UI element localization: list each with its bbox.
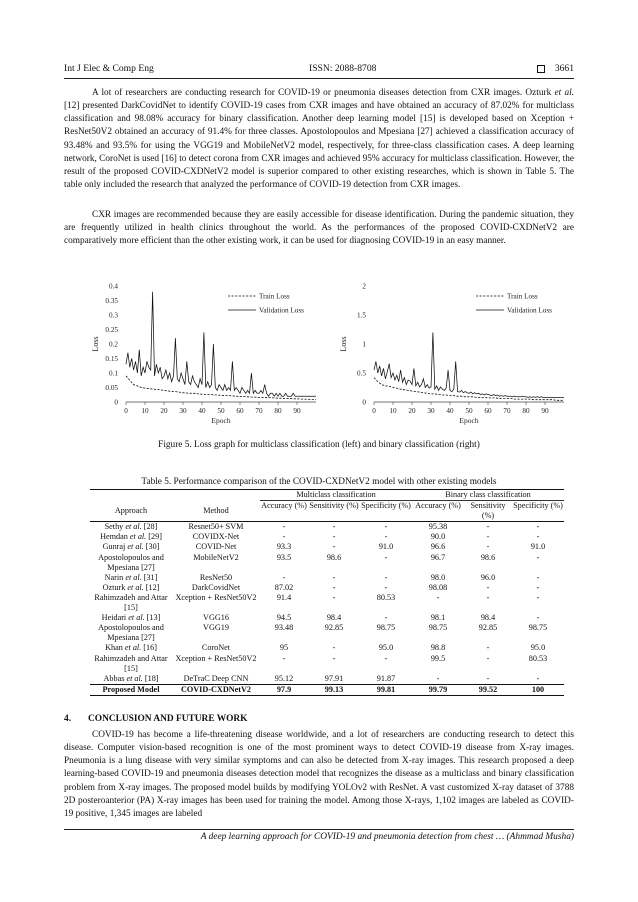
column-header: Approach <box>114 505 148 515</box>
issn: ISSN: 2088-8708 <box>309 63 377 74</box>
x-tick-label: 10 <box>389 407 397 415</box>
table-row <box>90 623 564 643</box>
table-cell: Heidari et al. [13] <box>101 613 161 623</box>
table-cell: Apostolopoulos and Mpesiana [27] <box>98 552 164 572</box>
table-cell: 95.0 <box>530 643 546 653</box>
table-cell: 98.1 <box>430 613 446 623</box>
y-axis-label: Loss <box>91 336 100 352</box>
column-header: Method <box>203 505 229 515</box>
column-header: Accuracy (%) <box>261 501 307 511</box>
y-tick-label: 0.15 <box>105 355 118 363</box>
chart-binary-loss <box>334 280 574 430</box>
column-header: Specificity (%) <box>513 501 563 511</box>
x-axis-label: Epoch <box>211 416 231 425</box>
table-cell: - <box>536 673 540 683</box>
table-cell: - <box>486 582 490 592</box>
table-cell: - <box>384 552 388 562</box>
table-cell: Xception + ResNet50V2 <box>175 653 257 663</box>
checkbox-square-icon <box>537 65 545 73</box>
table-cell: - <box>282 653 286 663</box>
table-cell: Ozturk et al. [12] <box>102 582 160 592</box>
table-cell: 91.4 <box>276 592 292 602</box>
table-cell: - <box>332 522 336 532</box>
chart-multiclass-svg <box>86 280 326 430</box>
table-row <box>90 553 564 573</box>
y-axis-label: Loss <box>339 336 348 352</box>
table-cell: 99.79 <box>428 684 448 694</box>
table-cell: 98.0 <box>430 572 446 582</box>
y-tick-label: 0.2 <box>109 340 118 349</box>
y-tick-label: 1.5 <box>357 311 366 320</box>
table-cell: Xception + ResNet50V2 <box>175 592 257 602</box>
table-cell: 98.75 <box>528 623 548 633</box>
table-row <box>90 684 564 695</box>
x-tick-label: 0 <box>372 407 376 415</box>
table-cell: 98.75 <box>376 623 396 633</box>
column-header: Sensitivity (%) <box>309 501 359 511</box>
table-cell: 98.4 <box>326 613 342 623</box>
table-row <box>90 542 564 552</box>
table-cell: - <box>332 592 336 602</box>
table-cell: - <box>282 532 286 542</box>
column-header: Specificity (%) <box>361 501 411 511</box>
table-cell: - <box>384 613 388 623</box>
table-cell: 98.75 <box>428 623 448 633</box>
table-cell: - <box>486 643 490 653</box>
table-cell: 94.5 <box>276 613 292 623</box>
x-tick-label: 70 <box>503 407 511 415</box>
x-tick-label: 70 <box>255 407 263 415</box>
page-number-group <box>537 63 574 74</box>
table-cell: - <box>536 522 540 532</box>
table-cell: 95 <box>279 643 289 653</box>
table-cell: - <box>536 532 540 542</box>
table-cell: - <box>486 673 490 683</box>
table-caption: Table 5. Performance comparison of the COVID-CXDNetV2 model with other existing models <box>141 477 497 487</box>
table-cell: - <box>282 572 286 582</box>
table-cell: - <box>384 522 388 532</box>
table-cell: 98.08 <box>428 582 448 592</box>
table-cell: 92.85 <box>324 623 344 633</box>
table-cell: 91.0 <box>530 542 546 552</box>
table-cell: 93.3 <box>276 542 292 552</box>
table-cell: 97.9 <box>276 684 292 694</box>
table-cell: 96.0 <box>480 572 496 582</box>
y-tick-label: 0.05 <box>105 384 118 392</box>
x-tick-label: 40 <box>446 407 454 415</box>
table-cell: 91.0 <box>378 542 394 552</box>
y-tick-label: 0.35 <box>105 297 118 305</box>
table-cell: 95.38 <box>428 522 448 532</box>
table-cell: - <box>384 653 388 663</box>
table-cell: - <box>536 552 540 562</box>
table-cell: CoroNet <box>201 643 231 653</box>
table-cell: - <box>332 582 336 592</box>
y-tick-label: 0.1 <box>109 369 118 378</box>
table-cell: DeTraC Deep CNN <box>183 673 249 683</box>
x-tick-label: 30 <box>427 407 435 415</box>
running-footer: A deep learning approach for COVID-19 and pneumonia detection from chest … (Ahmmad Musha) <box>200 832 574 842</box>
x-tick-label: 50 <box>465 407 473 415</box>
chart-multiclass-loss <box>86 280 326 430</box>
table-cell: - <box>536 613 540 623</box>
x-tick-label: 0 <box>124 407 128 415</box>
table-cell: 98.8 <box>430 643 446 653</box>
table-cell: 80.53 <box>528 653 548 663</box>
x-tick-label: 60 <box>484 407 492 415</box>
table-cell: Narin et al. [31] <box>104 572 158 582</box>
table-cell: 97.91 <box>324 673 344 683</box>
table-cell: - <box>332 542 336 552</box>
table-cell: 96.7 <box>430 552 446 562</box>
legend-label: Validation Loss <box>259 306 304 315</box>
series-validation-loss-line <box>374 332 564 397</box>
footer-rule <box>64 829 574 830</box>
body-paragraph-2: CXR images are recommended because they are easily accessible for disease identification. During the pandemic situation, they are frequently utilized in health clinics throughout the world. As the performances of the proposed COVID-CXDNetV2 are comparatively more efficient than the other existing work, it can be used for diagnosing COVID-19 in an easy manner. <box>64 210 574 247</box>
table-cell: 93.48 <box>274 623 294 633</box>
table-row <box>90 593 564 613</box>
table-cell: - <box>436 673 440 683</box>
table-cell: - <box>332 643 336 653</box>
table-row <box>90 522 564 533</box>
table-cell: - <box>282 522 286 532</box>
table-body <box>90 522 564 696</box>
table-cell: Rahimzadeh and Attar [15] <box>94 592 168 613</box>
table-cell: COVID-Net <box>195 542 237 552</box>
x-tick-label: 90 <box>541 407 549 415</box>
table-row <box>90 654 564 674</box>
page-number: 3661 <box>554 63 574 74</box>
table-cell: 99.13 <box>324 684 344 694</box>
table-cell: 95.0 <box>378 643 394 653</box>
x-axis-label: Epoch <box>459 416 479 425</box>
table-cell: - <box>486 653 490 663</box>
table-cell: Rahimzadeh and Attar [15] <box>94 653 168 673</box>
table-cell: Abbas et al. [18] <box>103 673 159 683</box>
legend-label: Validation Loss <box>507 306 552 315</box>
table-cell: - <box>384 582 388 592</box>
section-heading <box>64 714 247 724</box>
table-cell: Apostolopoulos and Mpesiana [27] <box>98 623 164 643</box>
table-cell: - <box>332 532 336 542</box>
body-paragraph-1: A lot of researchers are conducting research for COVID-19 or pneumonia diseases detection from CXR images. Ozturk et al. [12] presented DarkCovidNet to identify COVID-19 cases from CXR images and have obtained an accuracy of 87.02% for multiclass classification and 98.08% accuracy for binary classification. Another deep learning model [15] is developed based on Xception + ResNet50V2 obtained an accuracy of 91.4% for three classes. Apostolopoulos and Mpesiana [27] achieved a classification accuracy of 93.48% and 93.5% for using the VGG19 and MobileNetV2 model, respectively, for three-class classification cases. A deep learning network, CoroNet is used [16] to detect corona from CXR images and achieved 95% accuracy for multiclass classification. However, the result of the proposed COVID-CXDNetV2 model is superior compared to other existing researches, which is shown in Table 5. The table only included the research that analyzed the performance of COVID-19 detection from CXR images. <box>64 88 575 191</box>
table-cell: 98.6 <box>326 552 342 562</box>
table-cell: Proposed Model <box>102 684 160 694</box>
table-cell: - <box>536 582 540 592</box>
x-tick-label: 20 <box>160 407 168 415</box>
y-tick-label: 0 <box>114 398 118 407</box>
group-header-multiclass: Multiclass classification <box>260 490 412 501</box>
table-cell: 98.4 <box>480 613 496 623</box>
table-cell: - <box>436 592 440 602</box>
y-tick-label: 0.3 <box>109 311 118 320</box>
table-row <box>90 532 564 542</box>
table-cell: DarkCovidNet <box>191 582 241 592</box>
x-tick-label: 10 <box>141 407 149 415</box>
table-cell: MobileNetV2 <box>193 552 239 562</box>
table-cell: VGG19 <box>203 623 229 633</box>
table-cell: - <box>384 572 388 582</box>
x-tick-label: 40 <box>198 407 206 415</box>
table-cell: Khan et al. [16] <box>105 643 157 653</box>
comparison-table <box>90 489 564 696</box>
table-cell: - <box>332 653 336 663</box>
table-cell: - <box>486 522 490 532</box>
y-tick-label: 0.4 <box>109 282 118 291</box>
table-cell: Resnet50+ SVM <box>188 522 244 532</box>
journal-name: Int J Elec & Comp Eng <box>64 63 154 74</box>
chart-binary-svg <box>334 280 574 430</box>
table-cell: 93.5 <box>276 552 292 562</box>
section-paragraph: COVID-19 has become a life-threatening disease worldwide, and a lot of researchers are conducting research to detect this disease. Computer vision-based recognition is one of the most prominent ways to detect COVID-19 disease from X-ray images. Pneumonia is a lung disease with very similar symptoms and can also be detected from X-ray images. This research proposed a deep learning-based COVID-19 and pneumonia diseases detection model that recognizes the disease as a multiclass and binary classification problem from X-ray images. The proposed model builds by modifying YOLOv2 with ResNet. A vast customized X-ray dataset of 3788 2D posteroanterior (PA) X-ray images has been used for training the model. Among those X-rays, 1,102 images are labeled as COVID-19 positive, 1,345 images are labeled <box>64 730 574 819</box>
table-cell: - <box>536 572 540 582</box>
x-tick-label: 20 <box>408 407 416 415</box>
table-cell: 91.87 <box>376 673 396 683</box>
table-row <box>90 613 564 623</box>
table-row <box>90 583 564 593</box>
table-cell: COVIDX-Net <box>192 532 240 542</box>
table-cell: 100 <box>531 684 545 694</box>
table-row <box>90 643 564 653</box>
column-header: Accuracy (%) <box>415 501 461 511</box>
x-tick-label: 50 <box>217 407 225 415</box>
table-cell: 99.5 <box>430 653 446 663</box>
table-cell: - <box>486 542 490 552</box>
x-tick-label: 60 <box>236 407 244 415</box>
y-tick-label: 2 <box>362 282 366 291</box>
legend-label: Train Loss <box>259 292 290 301</box>
table-cell: Hemdan et al. [29] <box>100 532 162 542</box>
section-number: 4. <box>64 714 72 724</box>
y-tick-label: 0 <box>362 398 366 407</box>
x-tick-label: 30 <box>179 407 187 415</box>
x-tick-label: 80 <box>522 407 530 415</box>
table-cell: 92.85 <box>478 623 498 633</box>
x-tick-label: 80 <box>274 407 282 415</box>
section-title: CONCLUSION AND FUTURE WORK <box>88 714 248 724</box>
header-rule <box>64 78 574 79</box>
y-tick-label: 0.25 <box>105 326 118 334</box>
table-cell: 99.52 <box>478 684 498 694</box>
table-cell: - <box>536 592 540 602</box>
column-header-row <box>90 501 564 522</box>
table-cell: - <box>384 532 388 542</box>
table-cell: - <box>486 592 490 602</box>
group-header-binary: Binary class classification <box>412 490 564 501</box>
figure-caption: Figure 5. Loss graph for multiclass classification (left) and binary classification (right) <box>158 440 480 450</box>
table-cell: Gunraj et al. [30] <box>102 542 160 552</box>
column-header: Sensitivity (%) <box>470 501 506 521</box>
table-cell: 80.53 <box>376 592 396 602</box>
table-cell: 95.12 <box>274 673 294 683</box>
table-cell: ResNet50 <box>199 572 233 582</box>
table-cell: Sethy et al. [28] <box>104 522 158 532</box>
table-row <box>90 573 564 583</box>
page-header <box>64 63 574 77</box>
table-row <box>90 674 564 685</box>
x-tick-label: 90 <box>293 407 301 415</box>
table-cell: VGG16 <box>203 613 229 623</box>
y-tick-label: 0.5 <box>357 369 366 378</box>
table-cell: - <box>486 532 490 542</box>
table-cell: COVID-CXDNetV2 <box>180 684 252 694</box>
table-cell: 87.02 <box>274 582 294 592</box>
table-cell: 90.0 <box>430 532 446 542</box>
y-tick-label: 1 <box>362 340 366 349</box>
table-cell: - <box>332 572 336 582</box>
legend-label: Train Loss <box>507 292 538 301</box>
table-cell: 98.6 <box>480 552 496 562</box>
table-cell: 96.6 <box>430 542 446 552</box>
table-cell: 99.81 <box>376 684 396 694</box>
